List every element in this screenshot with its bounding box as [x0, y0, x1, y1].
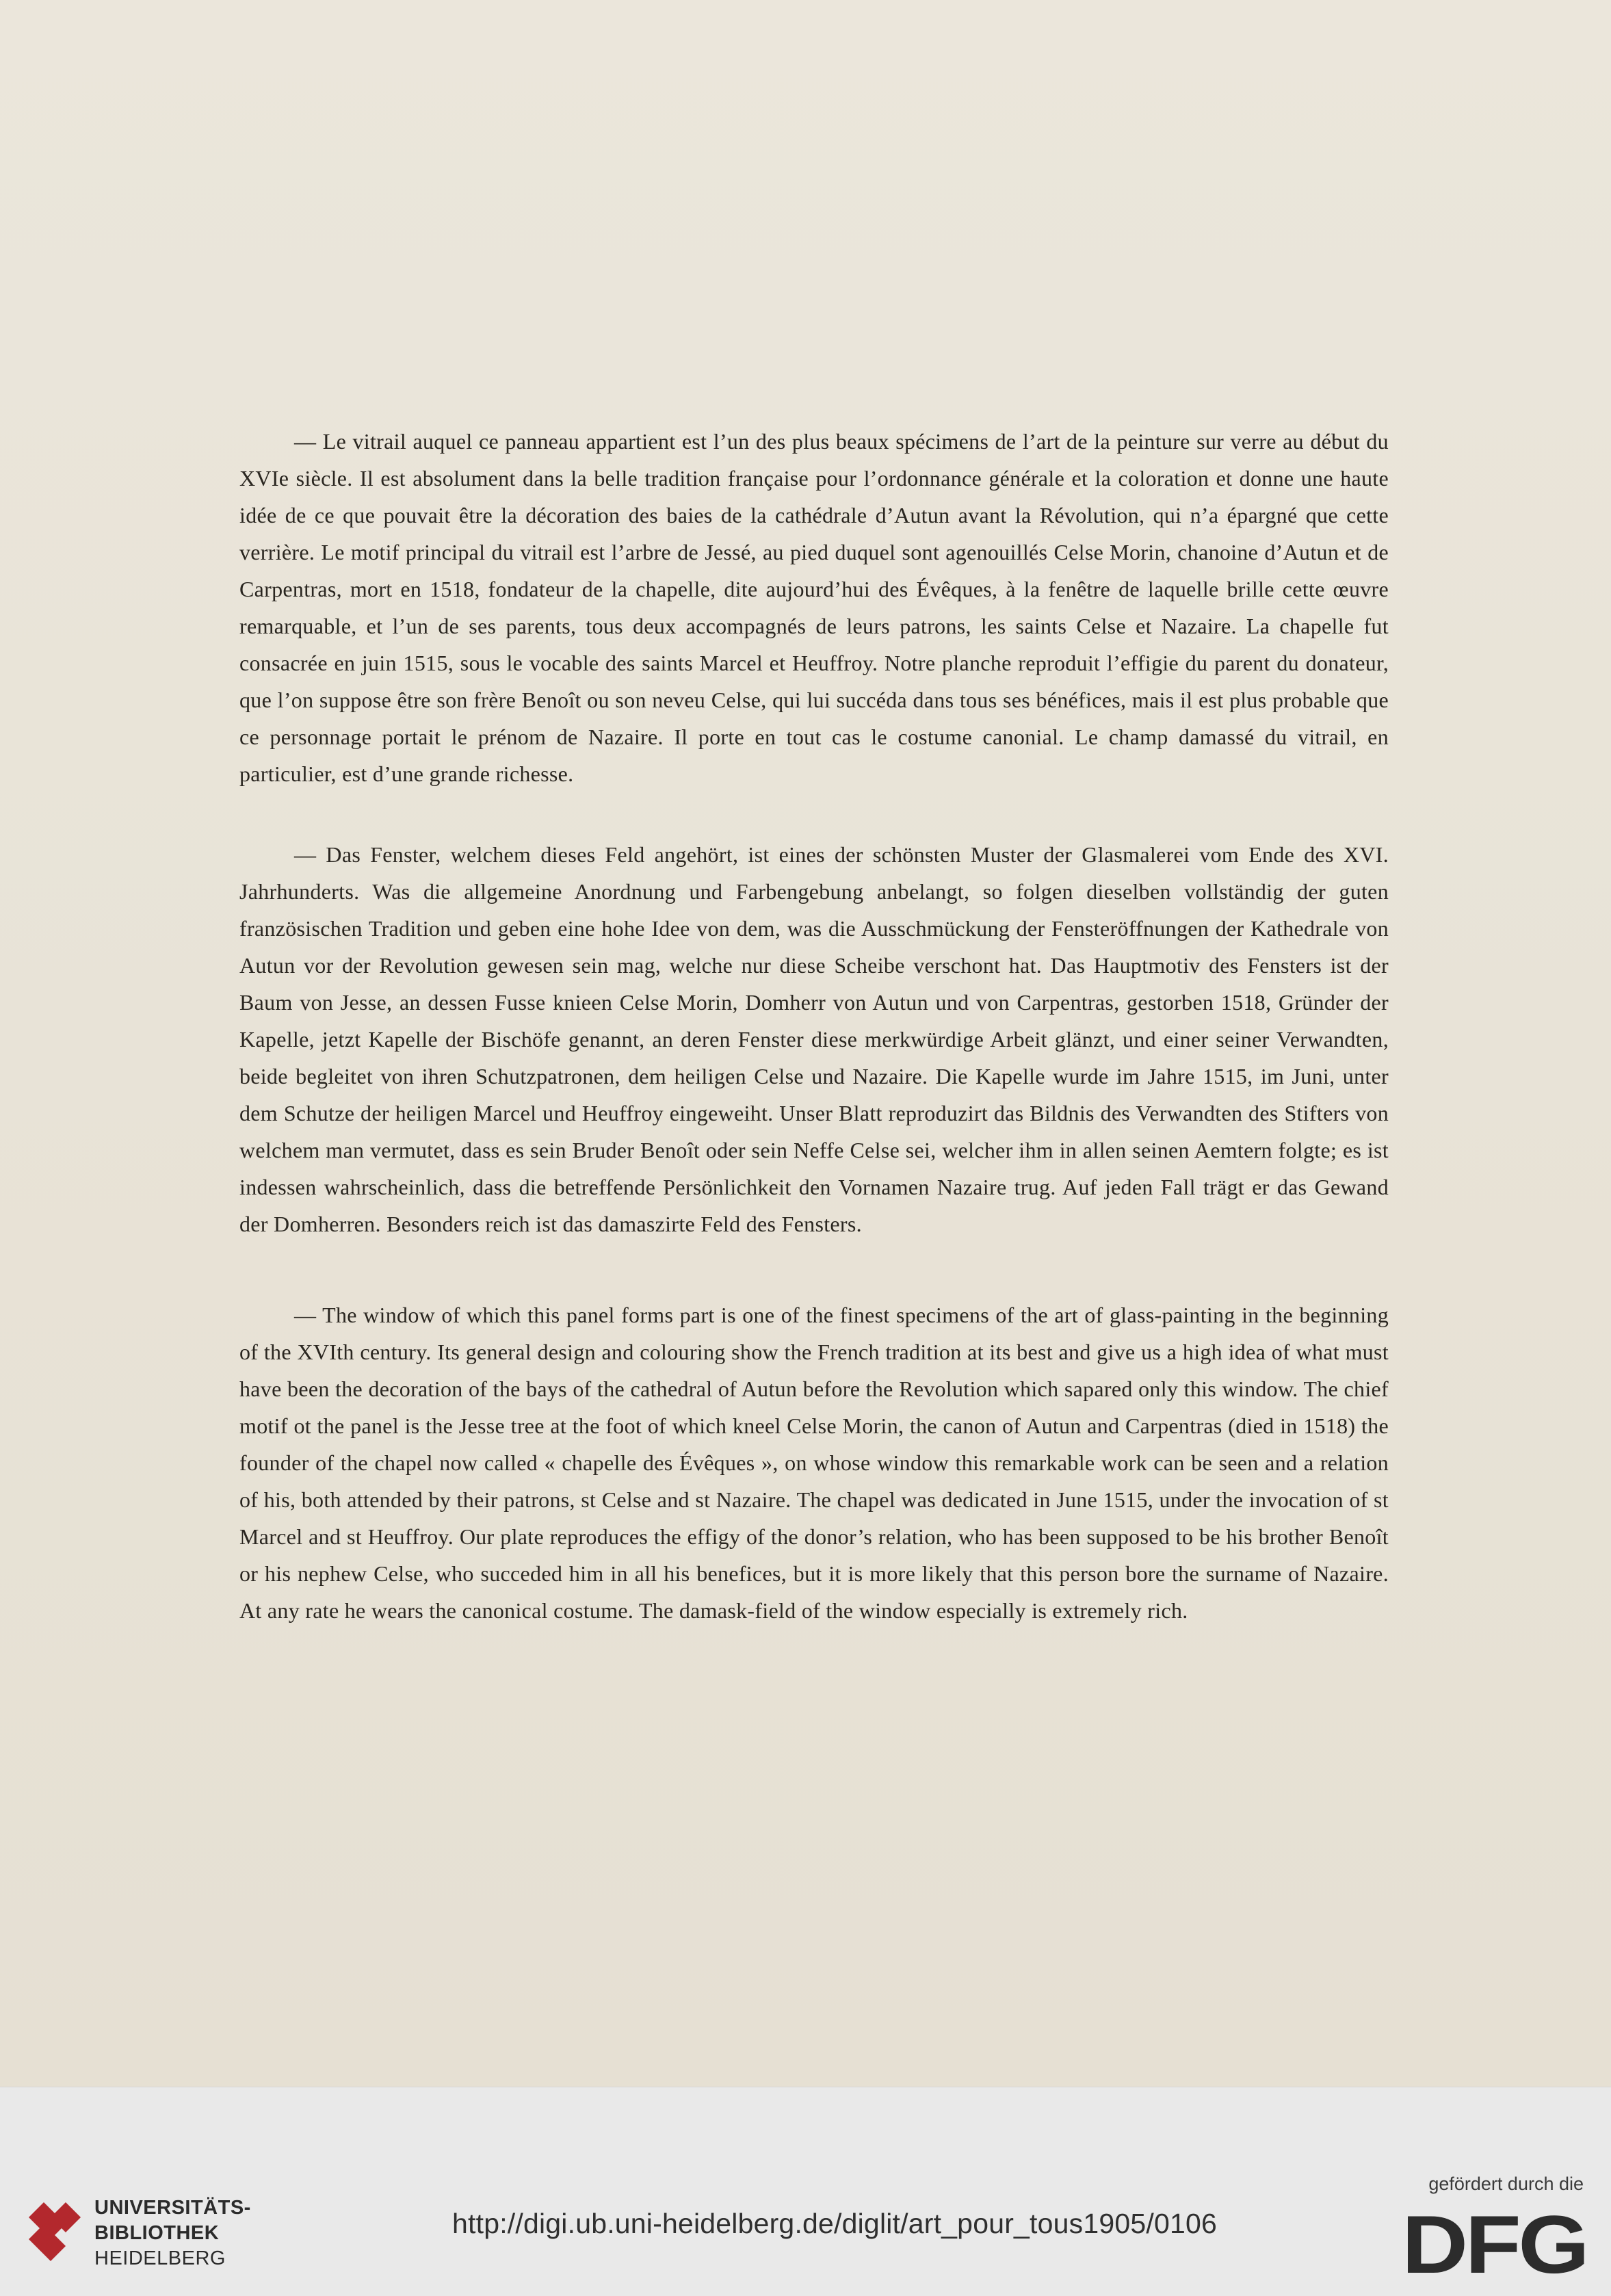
- footer-bar: [0, 2087, 1611, 2296]
- paragraph-german: — Das Fenster, welchem dieses Feld angehört, ist eines der schönsten Muster der Glasmalerei vom Ende des XVI. Jahrhunderts. Was die allgemeine Anordnung und Farbengebung anbelangt, so folgen dieselben vollständig der guten französischen Tradition und geben eine hohe Idee von dem, was die Ausschmückung der Fensteröffnungen der Kathedrale von Autun vor der Revolution gewesen sein mag, welche nur diese Scheibe verschont hat. Das Hauptmotiv des Fensters ist der Baum von Jesse, an dessen Fusse knieen Celse Morin, Domherr von Autun und von Carpentras, gestorben 1518, Gründer der Kapelle, jetzt Kapelle der Bischöfe genannt, an deren Fenster diese merkwürdige Arbeit glänzt, und einer seiner Verwandten, beide begleitet von ihren Schutzpatronen, dem heiligen Celse und Nazaire. Die Kapelle wurde im Jahre 1515, im Juni, unter dem Schutze der heiligen Marcel und Heuffroy eingeweiht. Unser Blatt reproduzirt das Bildnis des Verwandten des Stifters von welchem man vermutet, dass es sein Bruder Benoît oder sein Neffe Celse sei, welcher ihm in allen seinen Aemtern folgte; es ist indessen wahrscheinlich, dass die betreffende Persönlichkeit den Vornamen Nazaire trug. Auf jeden Fall trägt er das Gewand der Domherren. Besonders reich ist das damaszirte Feld des Fensters.: [239, 842, 1389, 1236]
- library-name-line3: HEIDELBERG: [94, 2247, 226, 2269]
- paragraph-english: — The window of which this panel forms part is one of the finest specimens of the art of glass-painting in the beginning of the XVIth century. Its general design and colouring show the French tradition at its best and give us a high idea of what must have been the decoration of the bays of the cathedral of Autun before the Revolution which sapared only this window. The chief motif ot the panel is the Jesse tree at the foot of which kneel Celse Morin, the canon of Autun and Carpentras (died in 1518) the founder of the chapel now called « chapelle des Évêques », on whose window this remarkable work can be seen and a relation of his, both attended by their patrons, st Celse and st Nazaire. The chapel was dedicated in June 1515, under the invocation of st Marcel and st Heuffroy. Our plate reproduces the effigy of the donor’s relation, who has been supposed to be his brother Benoît or his nephew Celse, who succeded him in all his benefices, but it is more likely that this person bore the surname of Nazaire. At any rate he wears the canonical costume. The damask-field of the window especially is extremely rich.: [239, 1303, 1389, 1623]
- paragraph-french: — Le vitrail auquel ce panneau appartient est l’un des plus beaux spécimens de l’art de la peinture sur verre au début du XVIe siècle. Il est absolument dans la belle tradition française pour l’ordonnance générale et la coloration et donne une haute idée de ce que pouvait être la décoration des baies de la cathédrale d’Autun avant la Révolution, qui n’a épargné que cette verrière. Le motif principal du vitrail est l’arbre de Jessé, au pied duquel sont agenouillés Celse Morin, chanoine d’Autun et de Carpentras, mort en 1518, fondateur de la chapelle, dite aujourd’hui des Évêques, à la fenêtre de laquelle brille cette œuvre remarquable, et l’un de ses parents, tous deux accompagnés de leurs patrons, les saints Celse et Nazaire. La chapelle fut consacrée en juin 1515, sous le vocable des saints Marcel et Heuffroy. Notre planche reproduit l’effigie du parent du donateur, que l’on suppose être son frère Benoît ou son neveu Celse, qui lui succéda dans tous ses bénéfices, mais il est plus probable que ce personnage portait le prénom de Nazaire. Il porte en tout cas le costume canonial. Le champ damassé du vitrail, en particulier, est d’une grande richesse.: [239, 429, 1389, 786]
- dfg-logo: DFG: [1401, 2199, 1586, 2291]
- library-name: [94, 2195, 251, 2271]
- funder-label: gefördert durch die: [1428, 2174, 1584, 2194]
- library-name-line1: UNIVERSITÄTS-: [94, 2197, 251, 2219]
- library-name-line2: BIBLIOTHEK: [94, 2222, 220, 2244]
- permalink-url[interactable]: http://digi.ub.uni-heidelberg.de/diglit/art_pour_tous1905/0106: [452, 2208, 1217, 2239]
- university-library-logo-icon: [23, 2197, 85, 2272]
